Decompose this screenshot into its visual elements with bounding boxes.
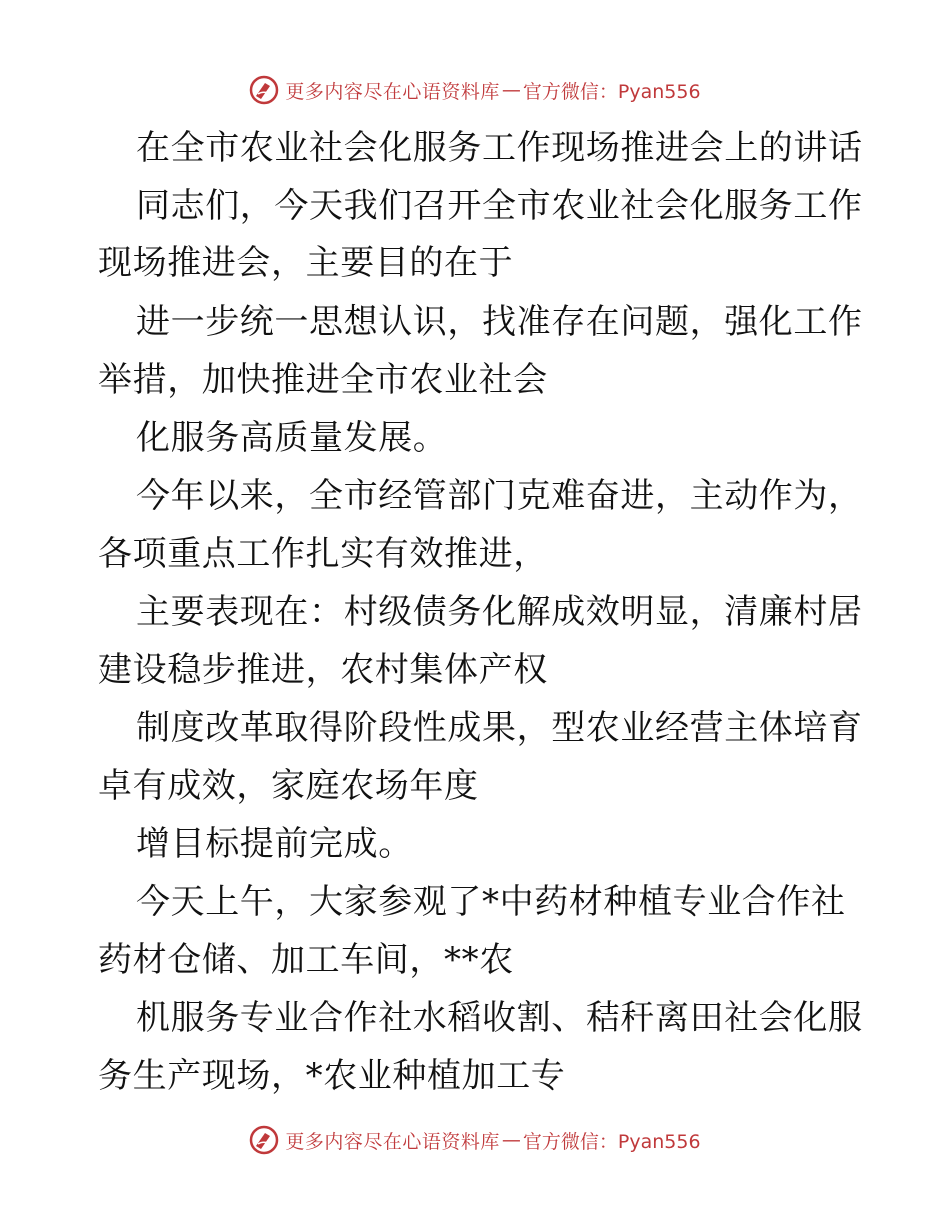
watermark-separator: — — [501, 79, 521, 101]
paragraph-line: 增目标提前完成。 — [136, 824, 413, 864]
paragraph-line: 各项重点工作扎实有效推进， — [98, 534, 548, 574]
paragraph-line: 机服务专业合作社水稻收割、秸秆离田社会化服 — [136, 998, 863, 1038]
header-watermark — [0, 70, 950, 110]
paragraph-line: 卓有成效，家庭农场年度 — [98, 766, 479, 806]
paragraph-line: 化服务高质量发展。 — [136, 418, 448, 458]
paragraph-line: 药材仓储、加工车间，**农 — [98, 940, 514, 980]
watermark-contact: 官方微信：Pyan556 — [522, 1130, 701, 1153]
paragraph-line: 现场推进会，主要目的在于 — [98, 243, 514, 283]
logo-icon — [249, 1125, 279, 1155]
paragraph-line: 建设稳步推进，农村集体产权 — [98, 650, 548, 690]
watermark-contact: 官方微信：Pyan556 — [522, 80, 701, 103]
paragraph-line: 同志们，今天我们召开全市农业社会化服务工作 — [136, 186, 863, 226]
watermark-separator: — — [501, 1129, 521, 1151]
paragraph-line: 务生产现场，*农业种植加工专 — [98, 1056, 566, 1096]
paragraph-line: 今天上午，大家参观了*中药材种植专业合作社 — [136, 882, 846, 922]
paragraph-line: 制度改革取得阶段性成果，型农业经营主体培育 — [136, 708, 863, 748]
paragraph-line: 今年以来，全市经管部门克难奋进，主动作为， — [136, 476, 863, 516]
paragraph-line: 举措，加快推进全市农业社会 — [98, 360, 548, 400]
paragraph-line: 主要表现在：村级债务化解成效明显，清廉村居 — [136, 592, 863, 632]
document-title: 在全市农业社会化服务工作现场推进会上的讲话 — [136, 128, 863, 168]
footer-watermark — [0, 1120, 950, 1160]
paragraph-line: 进一步统一思想认识，找准存在问题，强化工作 — [136, 302, 863, 342]
watermark-main-text: 更多内容尽在心语资料库 — [285, 80, 500, 103]
watermark-main-text: 更多内容尽在心语资料库 — [285, 1130, 500, 1153]
logo-icon — [249, 75, 279, 105]
